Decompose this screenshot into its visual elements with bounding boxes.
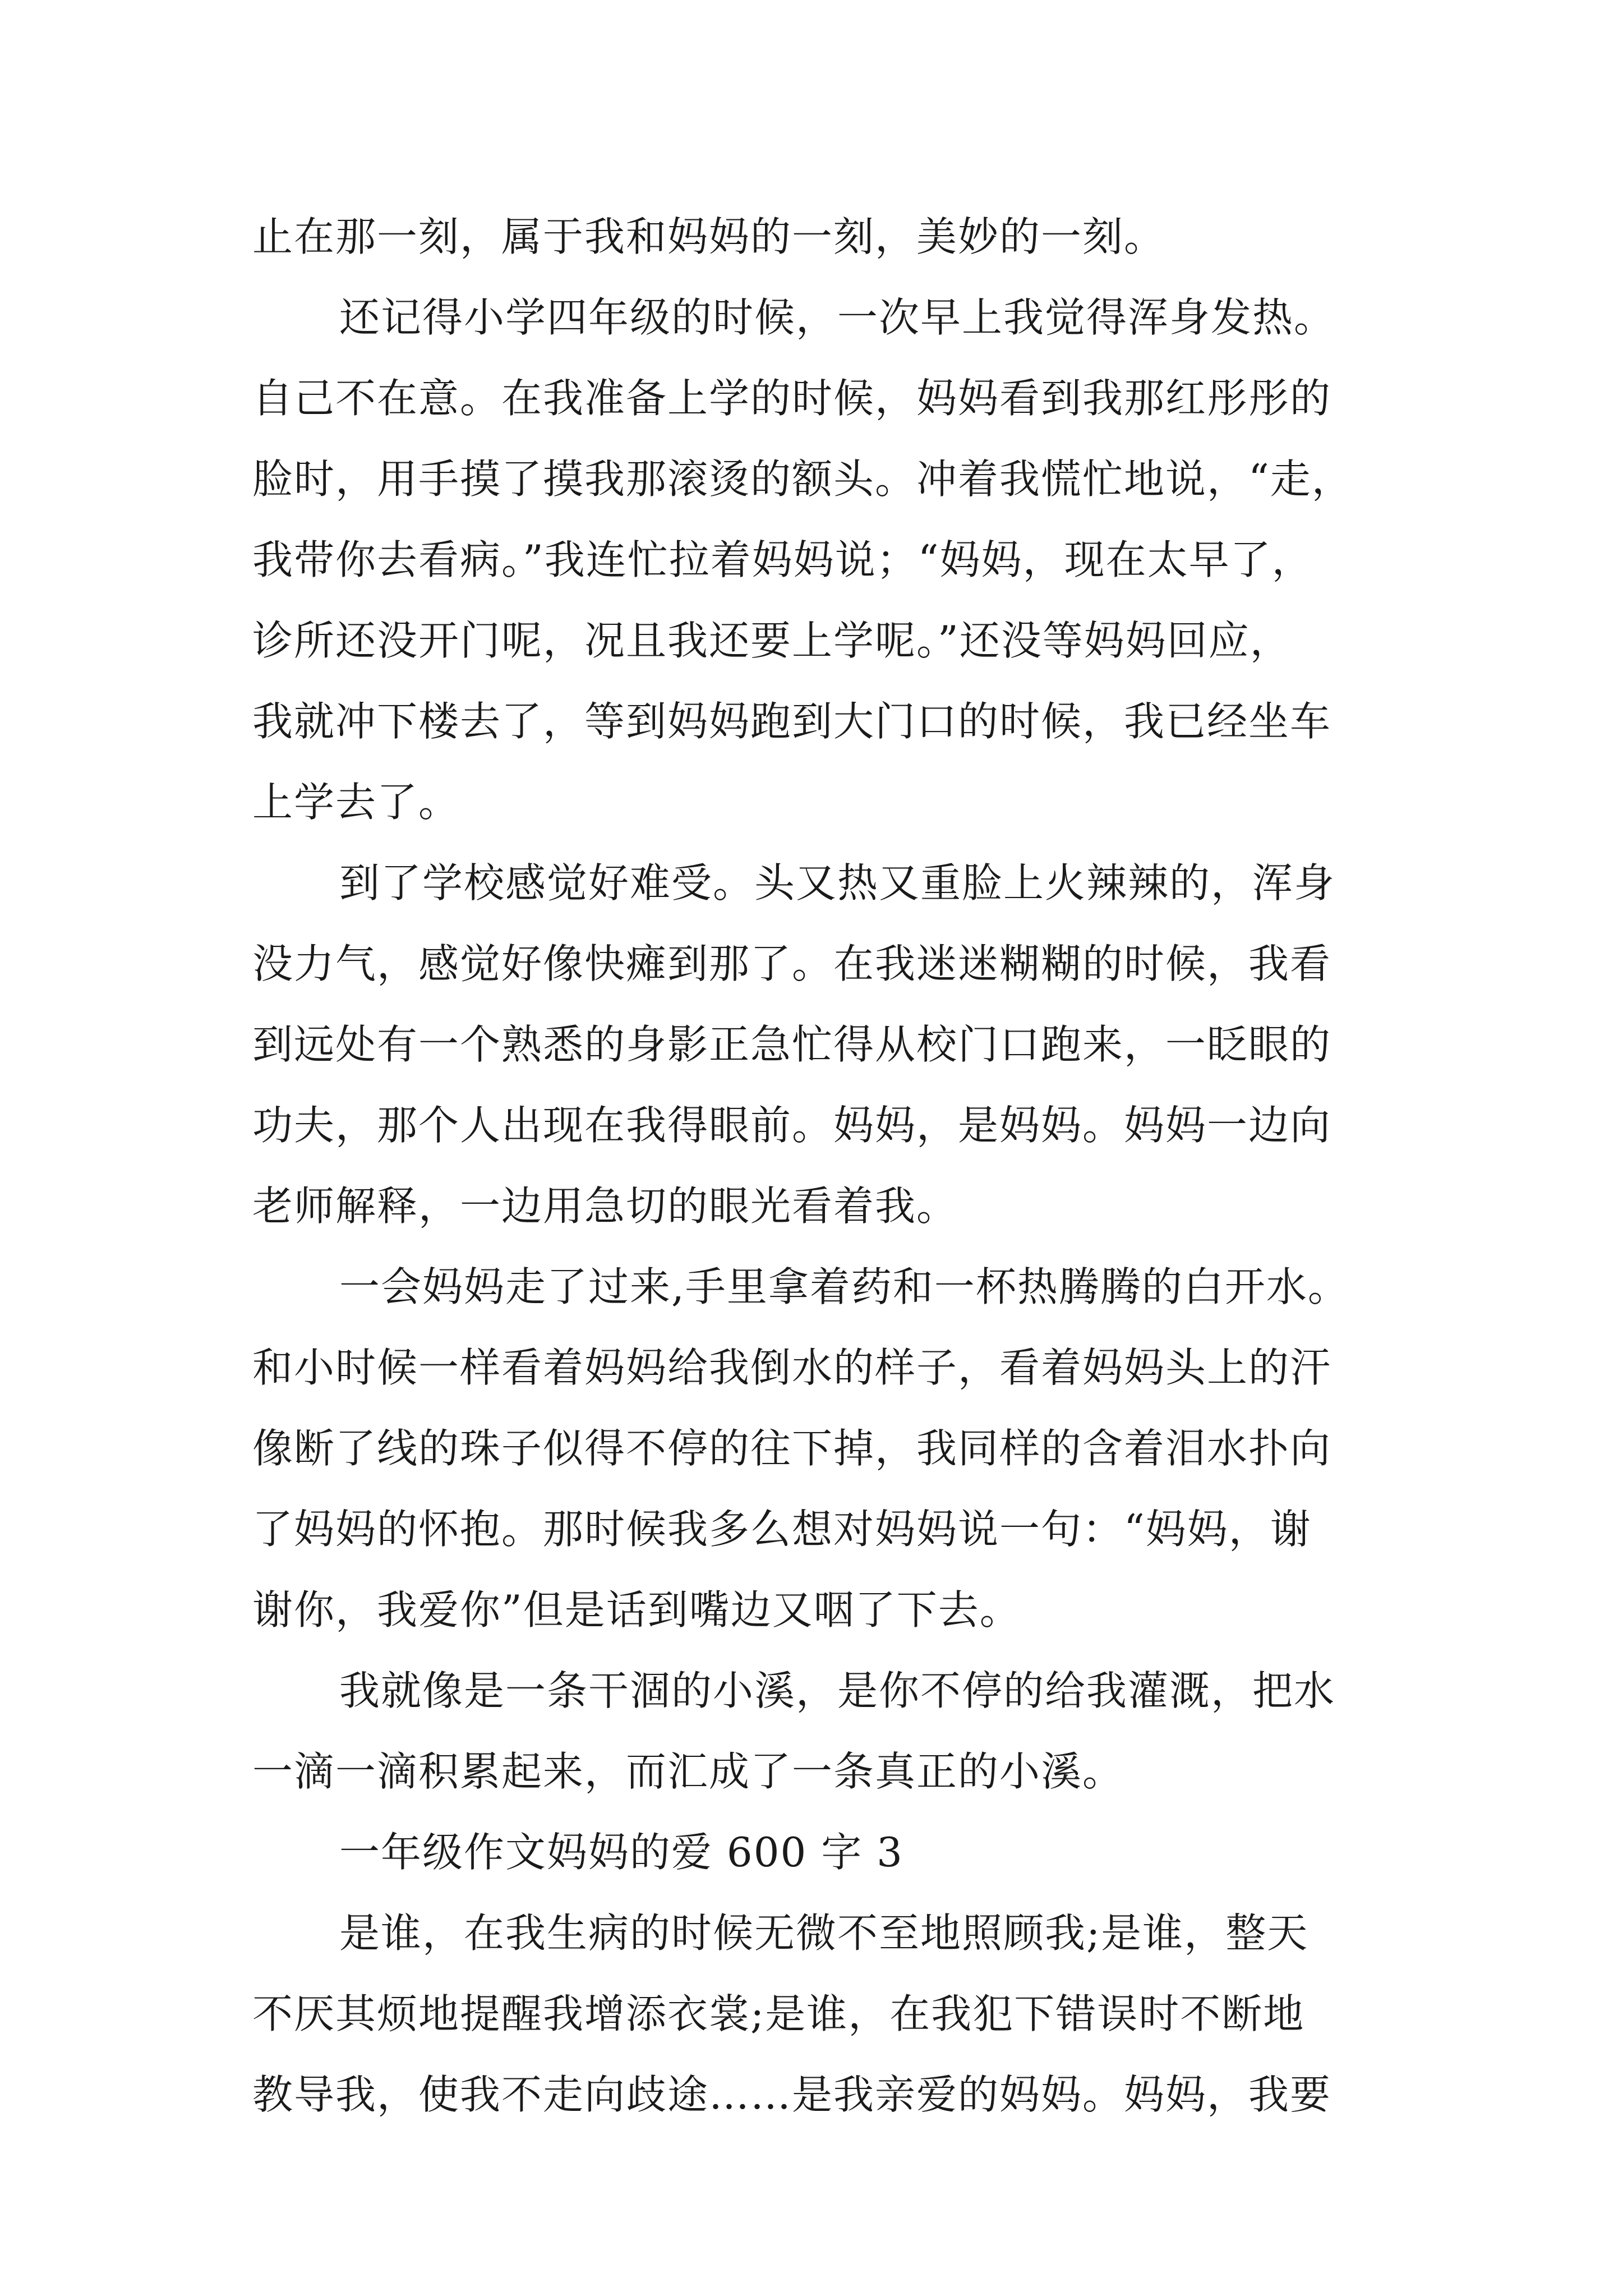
text-line: 像断了线的珠子似得不停的往下掉，我同样的含着泪水扑向: [252, 1425, 1332, 1472]
text-line: 到远处有一个熟悉的身影正急忙得从校门口跑来，一眨眼的: [252, 1021, 1332, 1068]
paragraph-start-line: 还记得小学四年级的时候，一次早上我觉得浑身发热。: [339, 294, 1336, 341]
paragraph-start-line: 我就像是一条干涸的小溪，是你不停的给我灌溉，把水: [339, 1667, 1336, 1714]
text-line: 了妈妈的怀抱。那时候我多么想对妈妈说一句：“妈妈，谢: [252, 1506, 1312, 1553]
text-line: 老师解释，一边用急切的眼光看着我。: [252, 1182, 958, 1230]
text-line: 诊所还没开门呢，况且我还要上学呢。”还没等妈妈回应，: [252, 617, 1292, 664]
text-line: 不厌其烦地提醒我增添衣裳;是谁，在我犯下错误时不断地: [252, 1990, 1305, 2037]
text-line: 我带你去看病。”我连忙拉着妈妈说；“妈妈，现在太早了，: [252, 536, 1313, 583]
text-line: 脸时，用手摸了摸我那滚烫的额头。冲着我慌忙地说，“走，: [252, 455, 1353, 503]
text-line: 谢你，我爱你”但是话到嘴边又咽了下去。: [252, 1586, 1021, 1634]
paragraph-start-line: 是谁，在我生病的时候无微不至地照顾我;是谁，整天: [339, 1910, 1309, 1957]
body-text: [252, 208, 1458, 2146]
text-line: 我就冲下楼去了，等到妈妈跑到大门口的时候，我已经坐车: [252, 698, 1332, 745]
text-line: 教导我，使我不走向歧途……是我亲爱的妈妈。妈妈，我要: [252, 2071, 1332, 2118]
paragraph-start-line: 到了学校感觉好难受。头又热又重脸上火辣辣的，浑身: [339, 859, 1336, 907]
text-line: 功夫，那个人出现在我得眼前。妈妈，是妈妈。妈妈一边向: [252, 1102, 1332, 1149]
text-line: 自己不在意。在我准备上学的时候，妈妈看到我那红彤彤的: [252, 375, 1332, 422]
paragraph-start-line: 一会妈妈走了过来,手里拿着药和一杯热腾腾的白开水。: [339, 1263, 1349, 1310]
text-line: 和小时候一样看着妈妈给我倒水的样子，看着妈妈头上的汗: [252, 1344, 1332, 1391]
text-line: 没力气，感觉好像快瘫到那了。在我迷迷糊糊的时候，我看: [252, 940, 1332, 987]
text-line: 止在那一刻，属于我和妈妈的一刻，美妙的一刻。: [252, 213, 1166, 260]
text-line: 一滴一滴积累起来，而汇成了一条真正的小溪。: [252, 1748, 1124, 1795]
section-heading: 一年级作文妈妈的爱 600 字 3: [339, 1829, 903, 1876]
text-line: 上学去了。: [252, 779, 460, 826]
